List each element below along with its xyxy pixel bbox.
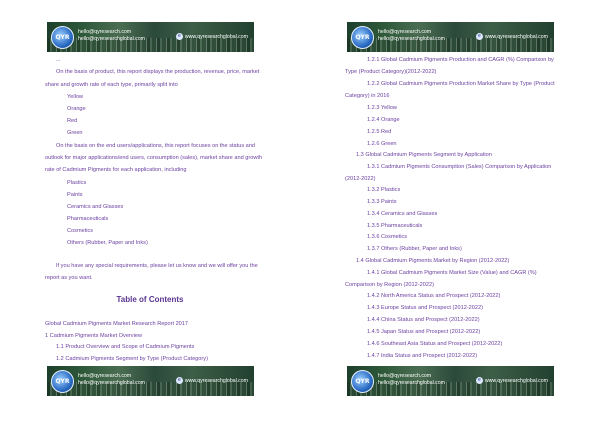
web-icon: e (476, 33, 483, 40)
web-icon: e (176, 33, 183, 40)
website-link[interactable]: e www.qyresearchglobal.com (476, 33, 548, 40)
toc-entry: 1.4.4 China Status and Prospect (2012-2022) (367, 317, 480, 323)
website-link[interactable]: e www.qyresearchglobal.com (176, 33, 248, 40)
paragraph-line: outlook for major applications/end users, consumption (sales), market share and growth (45, 155, 263, 161)
paragraph-line: On the basis of product, this report displays the production, revenue, price, market (56, 69, 260, 75)
company-logo-icon: QYR (351, 370, 374, 393)
toc-entry: 1.2.6 Green (367, 141, 397, 147)
list-item: Yellow (67, 94, 83, 100)
toc-entry: 1.4.7 India Status and Prospect (2012-2022) (367, 353, 478, 359)
toc-entry: 1.3.7 Others (Rubber, Paper and Inks) (367, 246, 462, 252)
paragraph-line: report as you want. (45, 275, 93, 281)
website-link[interactable]: e www.qyresearchglobal.com (176, 377, 248, 384)
toc-entry: 1.3.4 Ceramics and Glasses (367, 211, 438, 217)
toc-entry: 1.4.1 Global Cadmium Pigments Market Size (Value) and CAGR (%) (367, 270, 537, 276)
toc-entry: 1.2.3 Yellow (367, 105, 397, 111)
contact-email: hello@qyresearch.com hello@qyresearchglobal.com (78, 29, 145, 42)
list-item: Plastics (67, 180, 87, 186)
company-logo-icon: QYR (351, 26, 374, 49)
toc-entry: 1.3.5 Pharmaceuticals (367, 223, 423, 229)
list-item: Paints (67, 192, 83, 198)
toc-entry: 1.4.2 North America Status and Prospect (2012-2022) (367, 293, 501, 299)
list-item: Others (Rubber, Paper and Inks) (67, 240, 148, 246)
list-item: Orange (67, 106, 86, 112)
toc-entry: 1.4.5 Japan Status and Prospect (2012-2022) (367, 329, 481, 335)
paragraph-line: rate of Cadmium Pigments for each application, including (45, 167, 187, 173)
contact-email: hello@qyresearch.com hello@qyresearchglobal.com (378, 29, 445, 42)
header-banner (347, 22, 554, 52)
company-logo-icon: QYR (51, 370, 74, 393)
paragraph-line: share and growth rate of each type, primarily split into (45, 82, 178, 88)
list-item: Pharmaceuticals (67, 216, 109, 222)
toc-entry: Global Cadmium Pigments Market Research Report 2017 (45, 321, 189, 327)
website-link[interactable]: e www.qyresearchglobal.com (476, 377, 548, 384)
ellipsis-text: ... (56, 57, 61, 63)
toc-entry: 1.2 Cadmium Pigments Segment by Type (Product Category) (56, 356, 208, 362)
toc-entry: 1.2.2 Global Cadmium Pigments Production Market Share by Type (Product (367, 81, 555, 87)
toc-entry: 1 Cadmium Pigments Market Overview (45, 333, 142, 339)
web-icon: e (476, 377, 483, 384)
toc-entry: 1.3.6 Cosmetics (367, 234, 408, 240)
list-item: Green (67, 130, 83, 136)
footer-banner (47, 366, 254, 396)
toc-entry: 1.1 Product Overview and Scope of Cadmium Pigments (56, 344, 195, 350)
footer-banner (347, 366, 554, 396)
toc-entry: 1.3.1 Cadmium Pigments Consumption (Sales) Comparison by Application (367, 164, 552, 170)
header-banner (47, 22, 254, 52)
toc-entry: (2012-2022) (345, 176, 376, 182)
paragraph-line: On the basis on the end users/applications, this report focuses on the status and (56, 143, 256, 149)
toc-entry: 1.4.3 Europe Status and Prospect (2012-2022) (367, 305, 483, 311)
right-page (300, 0, 600, 424)
company-logo-icon: QYR (51, 26, 74, 49)
toc-entry: 1.3.3 Paints (367, 199, 397, 205)
list-item: Ceramics and Glasses (67, 204, 124, 210)
toc-entry: 1.2.5 Red (367, 129, 392, 135)
paragraph-line: If you have any special requirements, please let us know and we will offer you the (56, 263, 258, 269)
toc-entry: 1.2.1 Global Cadmium Pigments Production and CAGR (%) Comparison by (367, 57, 554, 63)
contact-email: hello@qyresearch.com hello@qyresearchglobal.com (378, 373, 445, 386)
toc-title: Table of Contents (116, 295, 184, 304)
toc-entry: 1.4.6 Southeast Asia Status and Prospect (2012-2022) (367, 341, 503, 347)
web-icon: e (176, 377, 183, 384)
contact-email: hello@qyresearch.com hello@qyresearchglobal.com (78, 373, 145, 386)
toc-entry: Category) in 2016 (345, 93, 390, 99)
list-item: Red (67, 118, 78, 124)
toc-entry: 1.3 Global Cadmium Pigments Segment by Application (356, 152, 492, 158)
toc-entry: 1.2.4 Orange (367, 117, 400, 123)
toc-entry: 1.3.2 Plastics (367, 187, 401, 193)
toc-entry: Type (Product Category)(2012-2022) (345, 69, 437, 75)
list-item: Cosmetics (67, 228, 94, 234)
toc-entry: 1.4 Global Cadmium Pigments Market by Region (2012-2022) (356, 258, 510, 264)
toc-entry: Comparison by Region (2012-2022) (345, 282, 434, 288)
